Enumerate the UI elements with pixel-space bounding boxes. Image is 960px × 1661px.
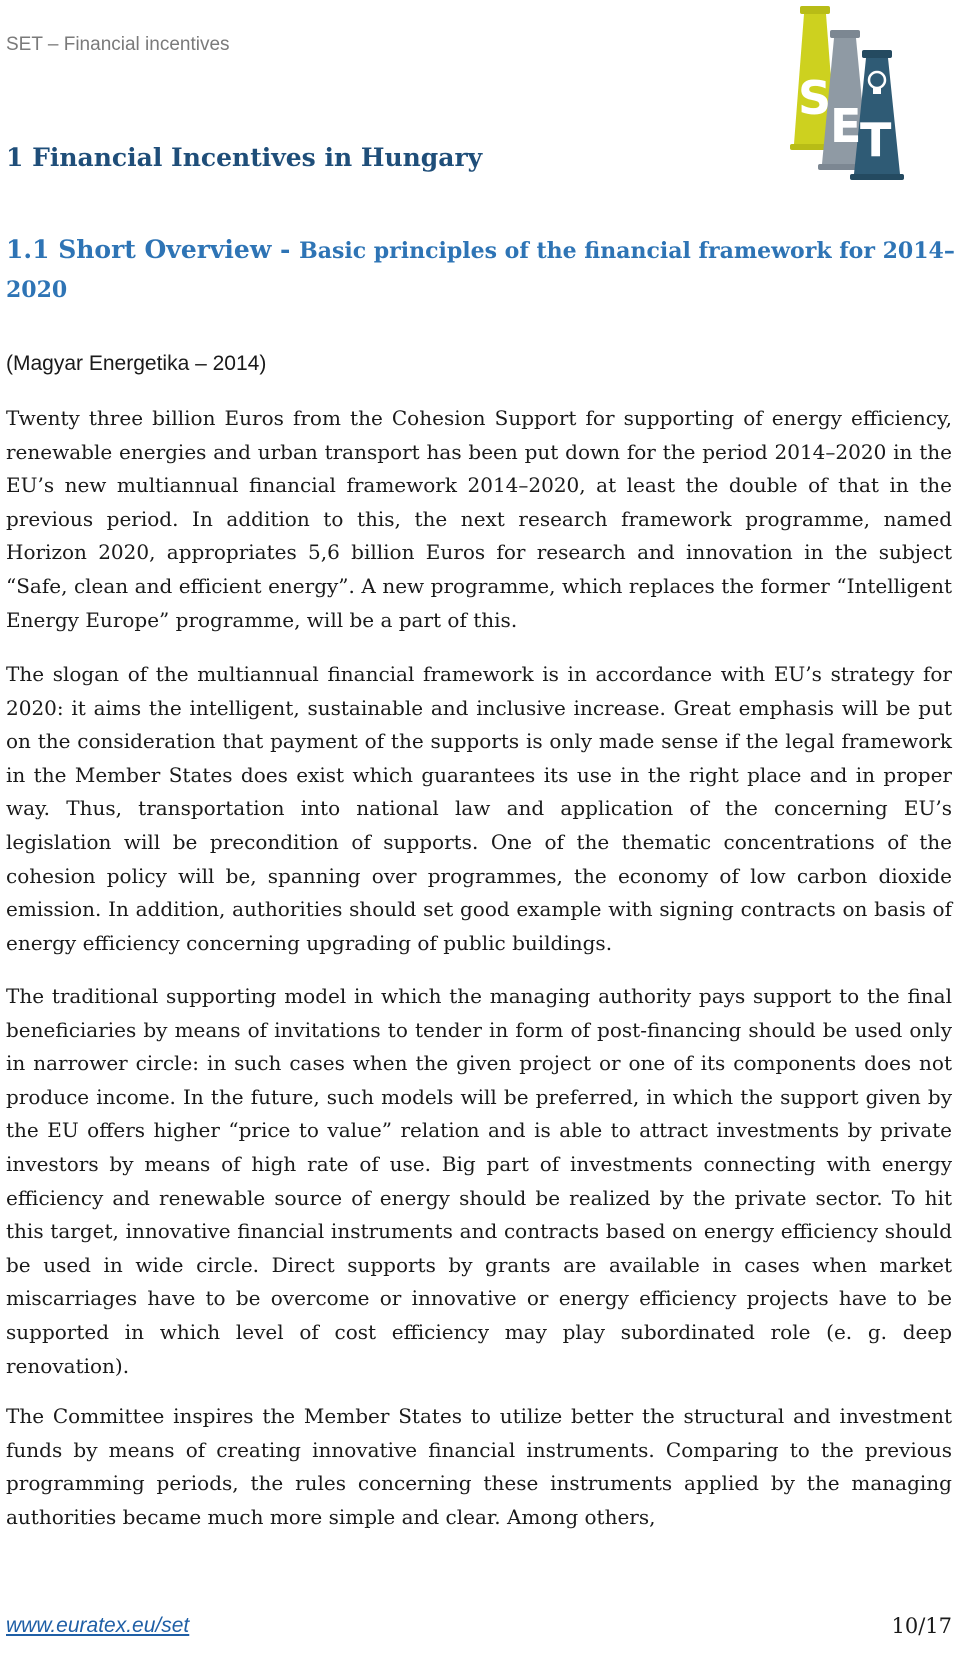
source-citation: (Magyar Energetika – 2014): [6, 352, 267, 375]
logo-letter-s: S: [798, 71, 832, 125]
set-logo: [786, 4, 936, 182]
heading-1: 1 Financial Incentives in Hungary: [6, 143, 483, 172]
heading-2-number-title: 1.1 Short Overview -: [6, 235, 300, 264]
heading-2: [6, 231, 956, 309]
logo-letter-t: T: [860, 113, 892, 167]
logo-letter-e: E: [830, 99, 862, 153]
paragraph-3: The traditional supporting model in which the managing authority pays support to the final beneficiaries by means of invitations to tender in form of post-financing should be used only in narrower circle: in such cases when the given project or one of its components does not produce income. In the future, such models will be preferred, in which the support given by the EU offers higher “price to value” relation and is able to attract investments by private investors by means of high rate of use. Big part of investments connecting with energy efficiency and renewable source of energy should be realized by the private sector. To hit this target, innovative financial instruments and contracts based on energy efficiency should be used in wide circle. Direct supports by grants are available in cases when market miscarriages have to be overcome or innovative or energy efficiency projects have to be supported in which level of cost efficiency may play subordinated role (e. g. deep renovation).: [6, 984, 952, 1378]
running-header: SET – Financial incentives: [6, 34, 230, 55]
heading-2-subtitle: Basic principles of the financial framework for 2014–2020: [6, 238, 955, 303]
footer-website-link[interactable]: www.euratex.eu/set: [6, 1614, 190, 1637]
page-number: 10/17: [891, 1614, 952, 1638]
paragraph-2: The slogan of the multiannual financial framework is in accordance with EU’s strategy for 2020: it aims the intelligent, sustainable and inclusive increase. Great emphasis will be put on the consideration that payment of the supports is only made sense if the legal framework in the Member States does exist which guarantees its use in the right place and in proper way. Thus, transportation into national law and application of the concerning EU’s legislation will be precondition of supports. One of the thematic concentrations of the cohesion policy will be, spanning over programmes, the economy of low carbon dioxide emission. In addition, authorities should set good example with signing contracts on basis of energy efficiency concerning upgrading of public buildings.: [6, 662, 952, 955]
paragraph-1: Twenty three billion Euros from the Cohesion Support for supporting of energy efficiency, renewable energies and urban transport has been put down for the period 2014–2020 in the EU’s new multiannual financial framework 2014–2020, at least the double of that in the previous period. In addition to this, the next research framework programme, named Horizon 2020, appropriates 5,6 billion Euros for research and innovation in the subject “Safe, clean and efficient energy”. A new programme, which replaces the former “Intelligent Energy Europe” programme, will be a part of this.: [6, 406, 952, 632]
paragraph-4: The Committee inspires the Member States to utilize better the structural and investment funds by means of creating innovative financial instruments. Comparing to the previous programming periods, the rules concerning these instruments applied by the managing authorities became much more simple and clear. Among others,: [6, 1404, 952, 1529]
